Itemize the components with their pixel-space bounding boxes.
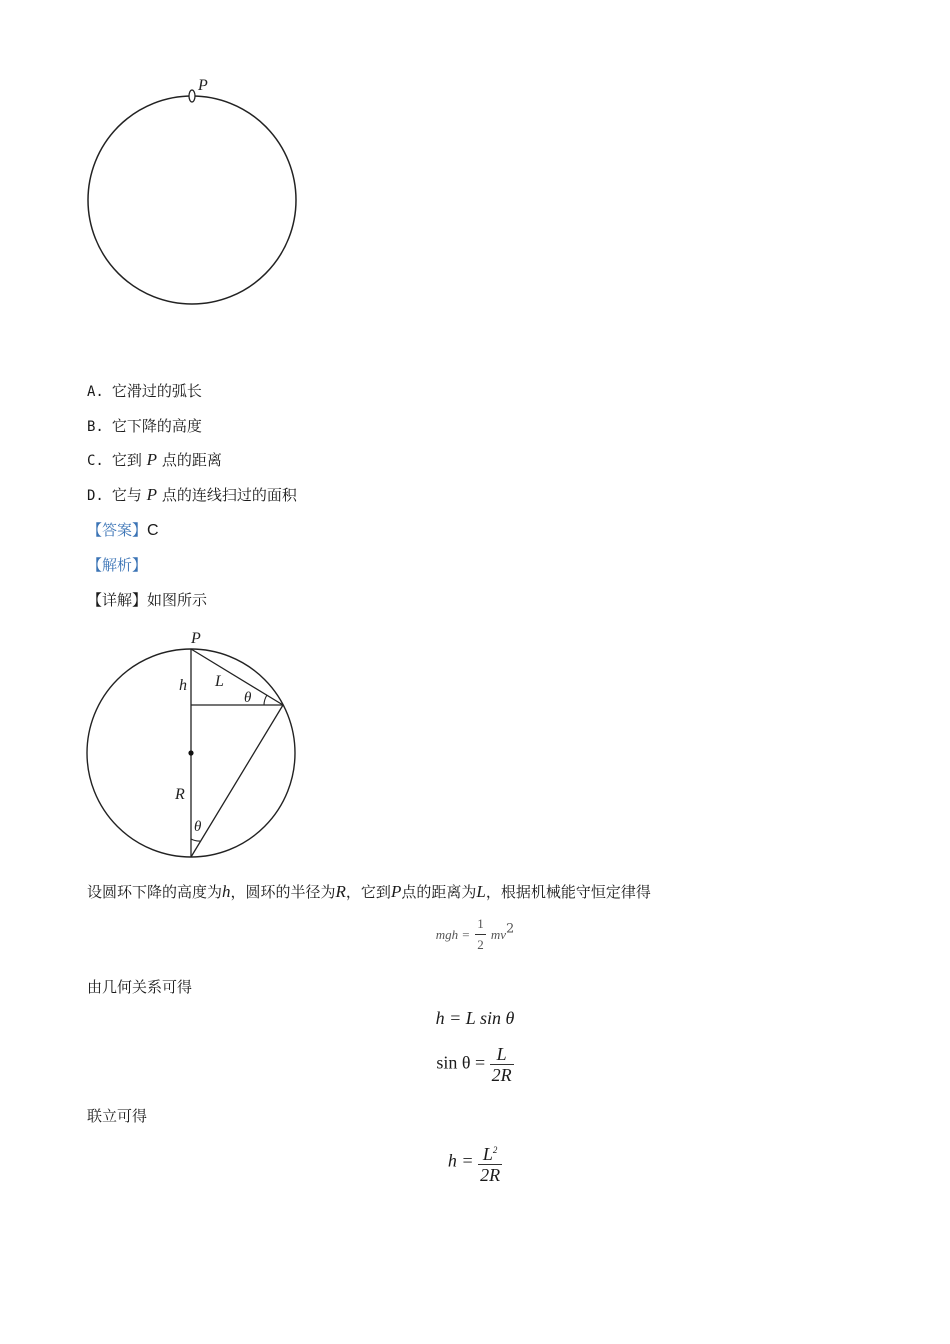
combine-text: 联立可得	[87, 1107, 148, 1125]
setup-v-R: R	[335, 882, 346, 901]
angle-arc-top	[264, 695, 267, 705]
setup-t1: 设圆环下降的高度为	[87, 883, 223, 901]
equation-result	[0, 1140, 950, 1185]
eq4-fraction	[478, 1140, 502, 1185]
option-a-letter: A.	[87, 384, 104, 400]
equation-energy	[0, 914, 950, 955]
option-b-letter: B.	[87, 419, 104, 435]
setup-v-L: L	[476, 882, 486, 901]
eq1-den: 2	[477, 937, 484, 952]
equation-sin	[0, 1044, 950, 1085]
eq3-den: 2R	[491, 1065, 512, 1085]
eq3-fraction	[490, 1044, 514, 1085]
answer-tag: 【答案】	[87, 521, 148, 539]
geo-label-h: h	[179, 677, 187, 694]
option-c-text-post: 点的距离	[161, 451, 222, 469]
figure-ring-top	[80, 70, 310, 315]
eq1-rhs: mv	[490, 927, 506, 942]
option-d-text-post: 点的连线扫过的面积	[161, 486, 297, 504]
eq1-lhs: mgh =	[435, 927, 471, 942]
eq1-fraction	[475, 914, 486, 955]
setup-v-P: P	[390, 882, 402, 901]
geo-label-theta-top: θ	[244, 690, 252, 706]
eq1-num: 1	[475, 914, 486, 935]
setup-line	[87, 882, 651, 902]
eq2-text: h = L sin θ	[435, 1008, 515, 1028]
eq4-den: 2R	[480, 1165, 501, 1185]
eq4-num-wrap	[478, 1140, 502, 1165]
eq3-lhs: sin θ =	[436, 1052, 486, 1073]
setup-v-h: h	[222, 882, 231, 901]
answer-value: C	[147, 522, 159, 539]
geo-label-theta-bottom: θ	[194, 819, 202, 835]
geo-label-P: P	[191, 630, 201, 647]
analysis-line	[87, 555, 147, 575]
detail-tag: 【详解】	[87, 591, 148, 609]
option-d-text-pre: 它与	[111, 486, 142, 504]
angle-arc-bottom	[191, 839, 200, 841]
equation-h-Lsin	[0, 1008, 950, 1029]
point-P-label: P	[198, 77, 208, 94]
detail-text: 如图所示	[147, 591, 208, 609]
option-a-text: 它滑过的弧长	[111, 382, 202, 400]
figure-geometry	[80, 625, 310, 865]
eq1-sup: 2	[506, 921, 515, 937]
setup-t4: 点的距离为	[401, 883, 477, 901]
chord-bottom	[191, 705, 283, 857]
setup-t2: ，圆环的半径为	[230, 883, 336, 901]
eq4-sup: 2	[492, 1145, 498, 1155]
setup-t3: ，它到	[345, 883, 391, 901]
option-c-text-pre: 它到	[111, 451, 142, 469]
option-d[interactable]	[87, 485, 297, 506]
option-c-var: P	[146, 450, 158, 469]
geo-label-R: R	[175, 786, 185, 803]
center-dot	[188, 750, 193, 755]
option-c[interactable]	[87, 450, 222, 471]
option-a[interactable]	[87, 381, 202, 402]
eq4-lhs: h =	[447, 1150, 474, 1171]
geo-label-L: L	[215, 673, 224, 690]
bead	[189, 90, 195, 102]
chord-L	[191, 649, 283, 705]
answer-line	[87, 520, 159, 541]
setup-t5: ，根据机械能守恒定律得	[485, 883, 651, 901]
option-b-text: 它下降的高度	[111, 417, 202, 435]
option-d-letter: D.	[87, 488, 104, 504]
option-b[interactable]	[87, 416, 202, 437]
analysis-tag: 【解析】	[87, 556, 148, 574]
option-c-letter: C.	[87, 453, 104, 469]
eq3-num: L	[490, 1044, 514, 1065]
detail-line	[87, 590, 207, 610]
eq4-num: L	[482, 1144, 493, 1164]
geometry-text: 由几何关系可得	[87, 978, 193, 996]
ring-circle	[88, 96, 296, 304]
option-d-var: P	[146, 485, 158, 504]
